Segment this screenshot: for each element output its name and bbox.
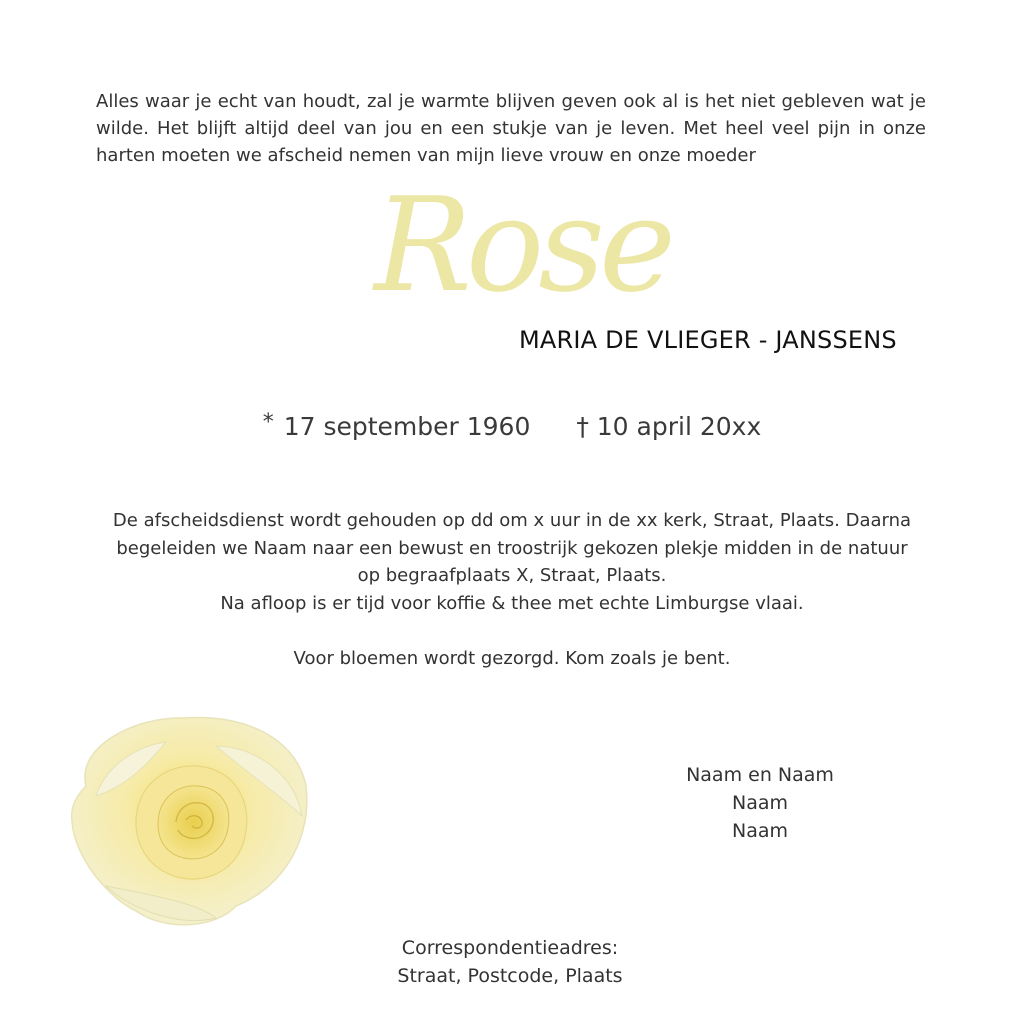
service-line: Na afloop is er tijd voor koffie & thee met echte Limburgse vlaai. [220, 592, 804, 614]
service-line: op begraafplaats X, Straat, Plaats. [357, 565, 667, 586]
address-label: Correspondentieadres: [401, 937, 619, 959]
birth-date: 17 september 1960 [283, 412, 531, 441]
yellow-rose-image [66, 706, 312, 932]
address-value: Straat, Postcode, Plaats [397, 965, 623, 987]
service-line: De afscheidsdienst wordt gehouden op dd om x uur in de xx kerk, Straat, Plaats. Daarna [112, 510, 912, 531]
correspondence-address [360, 934, 660, 990]
birth-date-group [263, 412, 539, 441]
death-date-group [576, 412, 761, 441]
intro-verse: Alles waar je echt van houdt, zal je warmte blijven geven ook al is het niet gebleven wat je wilde. Het blijft altijd deel van jou en een stukje van je leven. Met heel veel pijn in onze harten moeten we afscheid nemen van mijn lieve vrouw en onze moeder [96, 91, 926, 166]
life-dates [0, 410, 1024, 441]
death-cross-icon: † [576, 412, 589, 441]
family-name: Naam [731, 820, 788, 842]
death-date: 10 april 20xx [596, 412, 762, 441]
family-names [672, 761, 848, 845]
flowers-note: Voor bloemen wordt gezorgd. Kom zoals je bent. [293, 648, 731, 669]
family-name: Naam [731, 792, 788, 814]
script-first-name-text: Rose [374, 169, 670, 321]
service-details [90, 507, 934, 673]
service-line: begeleiden we Naam naar een bewust en troostrijk gekozen plekje midden in de natuur [116, 537, 908, 559]
family-name: Naam en Naam [686, 764, 834, 786]
script-first-name [372, 162, 672, 342]
birth-star-icon: * [262, 410, 274, 435]
deceased-full-name: MARIA DE VLIEGER - JANSSENS [519, 326, 897, 354]
